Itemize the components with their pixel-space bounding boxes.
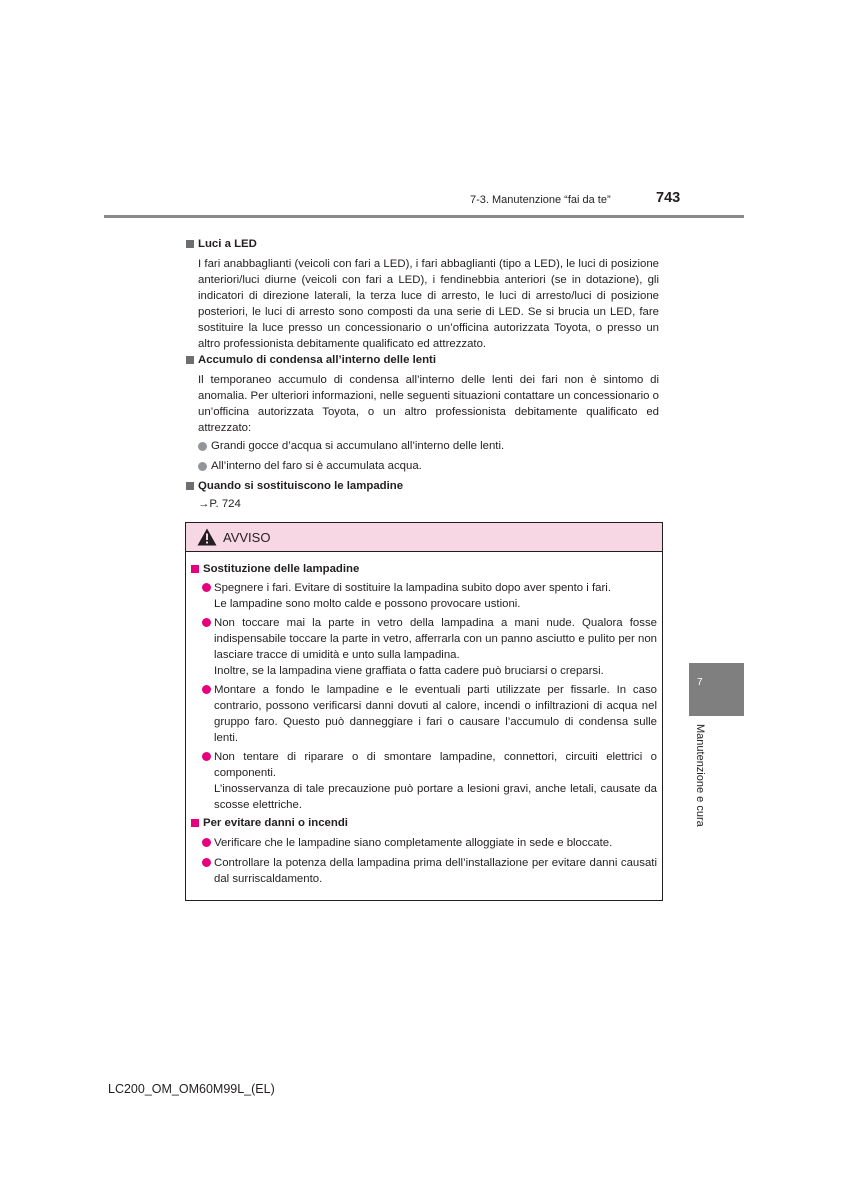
section-heading (186, 480, 403, 492)
chapter-number: 7 (697, 677, 703, 688)
chapter-tab (689, 663, 744, 716)
page-reference-link[interactable]: →P. 724 (198, 498, 241, 510)
warning-item: Non tentare di riparare o di smontare lampadine, connettori, circuiti elettrici o componenti. L’inosservanza di tale precauzione può portare a lesioni gravi, anche letali, causate da scosse elettriche. (202, 749, 657, 813)
section-title: Quando si sostituiscono le lampadine (198, 480, 404, 492)
warning-triangle-icon (197, 528, 217, 546)
section-paragraph: Il temporaneo accumulo di condensa all’interno delle lenti dei fari non è sintomo di anomalia. Per ulteriori informazioni, nelle seguenti situazioni contattare un concessionario o un’officina autorizzata Toyota, o un altro professionista debitamente qualificato ed attrezzato: (198, 374, 659, 434)
section-title: Accumulo di condensa all’interno delle lenti (198, 354, 436, 366)
chapter-label: Manutenzione e cura (694, 724, 706, 827)
square-bullet-icon (191, 819, 199, 827)
bullet-icon (198, 442, 207, 451)
section-header: 7-3. Manutenzione “fai da te” (470, 194, 611, 206)
bullet-icon (202, 858, 211, 867)
list-item: Grandi gocce d’acqua si accumulano all’interno delle lenti. (198, 440, 659, 452)
warning-item: Spegnere i fari. Evitare di sostituire la lampadina subito dopo aver spento i fari. Le lampadine sono molto calde e possono provocare ustioni. (202, 580, 657, 612)
page-number: 743 (656, 190, 681, 206)
warning-box (185, 522, 663, 901)
square-bullet-icon (186, 356, 194, 364)
warning-item: Non toccare mai la parte in vetro della lampadina a mani nude. Qualora fosse indispensabile toccare la parte in vetro, afferrarla con un panno asciutto e pulito per non lasciare tracce di umidità e unto sulla lampadina. Inoltre, se la lampadina viene graffiata o fatta cadere può bruciarsi o creparsi. (202, 615, 657, 679)
list-item: All’interno del faro si è accumulata acqua. (198, 460, 659, 472)
bullet-icon (202, 838, 211, 847)
bullet-icon (202, 583, 211, 592)
warning-section-heading: Sostituzione delle lampadine (191, 563, 359, 575)
warning-item: Verificare che le lampadine siano completamente alloggiate in sede e bloccate. (202, 835, 657, 851)
bullet-icon (202, 752, 211, 761)
section-heading (186, 238, 257, 250)
warning-item: Montare a fondo le lampadine e le eventuali parti utilizzate per fissarle. In caso contrario, possono verificarsi danni dovuti al calore, incendi o infiltrazioni di acqua nel gruppo faro. Questo può danneggiare i fari o causare l’accumulo di condensa sulle lenti. (202, 682, 657, 746)
header-divider (104, 215, 744, 218)
section-heading (186, 354, 436, 366)
bullet-icon (198, 462, 207, 471)
square-bullet-icon (186, 482, 194, 490)
bullet-icon (202, 685, 211, 694)
warning-section-heading: Per evitare danni o incendi (191, 817, 348, 829)
square-bullet-icon (191, 565, 199, 573)
section-paragraph: I fari anabbaglianti (veicoli con fari a LED), i fari abbaglianti (tipo a LED), le luci di posizione anteriori/luci diurne (veicoli con fari a LED), i fendinebbia anteriori (se in dotazione), gli indicatori di direzione laterali, la terza luce di arresto, le luci di arresto/luci di posizione posteriori, le luci di arresto sono composti da una serie di LED. Se si brucia un LED, fare sostituire la luce presso un concessionario o un’officina autorizzata Toyota, o presso un altro professionista debitamente qualificato ed attrezzato. (198, 258, 659, 350)
warning-header (186, 523, 662, 552)
section-title: Luci a LED (198, 238, 257, 250)
warning-item: Controllare la potenza della lampadina prima dell’installazione per evitare danni causati dal surriscaldamento. (202, 855, 657, 887)
document-code: LC200_OM_OM60M99L_(EL) (108, 1082, 275, 1096)
square-bullet-icon (186, 240, 194, 248)
warning-title: AVVISO (223, 530, 271, 545)
bullet-icon (202, 618, 211, 627)
